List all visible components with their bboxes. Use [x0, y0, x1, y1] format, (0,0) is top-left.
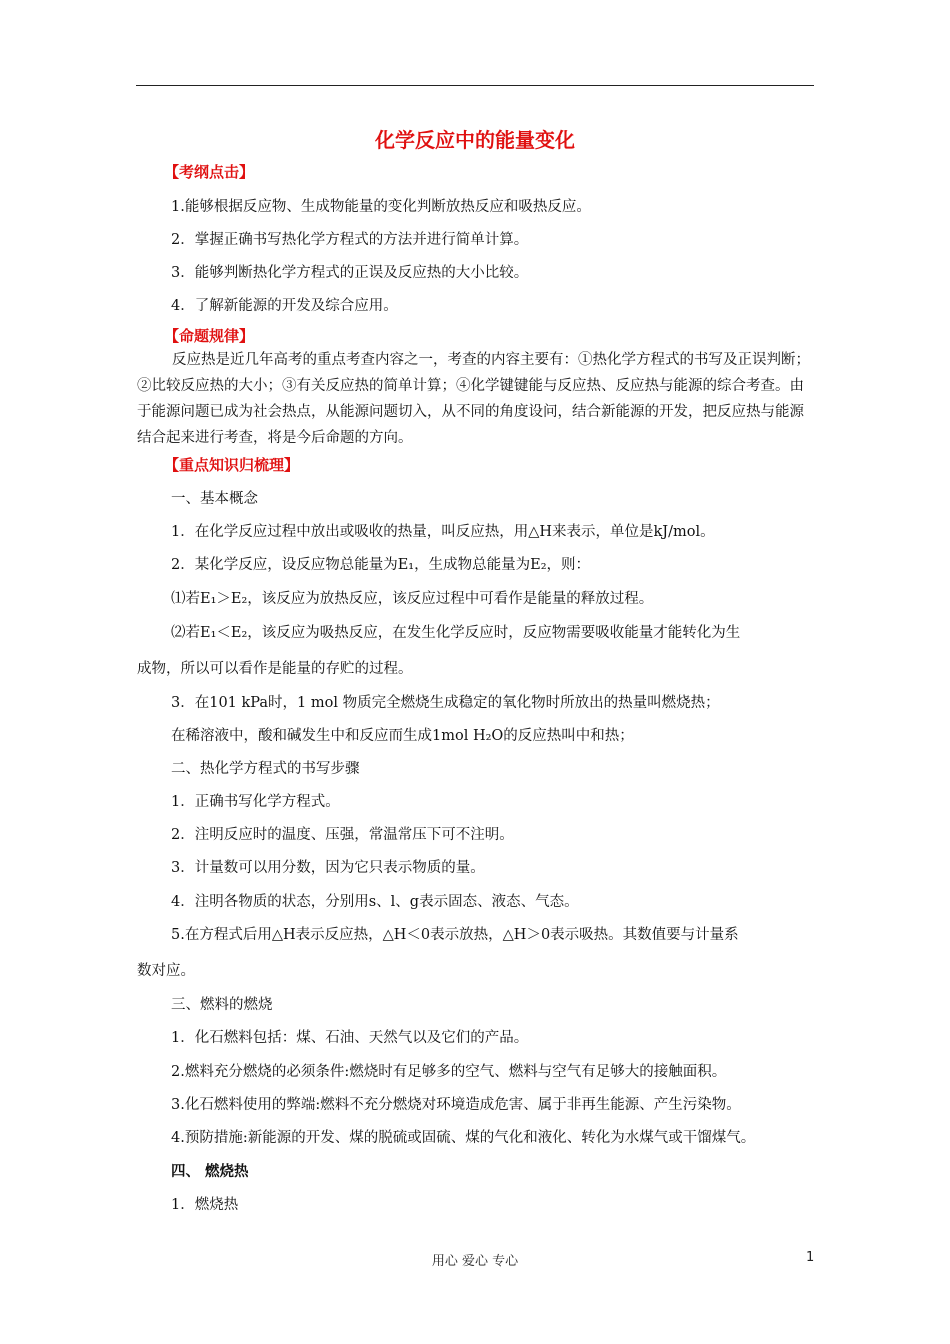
- step-4: 4．注明各物质的状态，分别用s、l、g表示固态、液态、气态。: [171, 894, 579, 910]
- concept-2-2a: ⑵若E₁＜E₂，该反应为吸热反应，在发生化学反应时，反应物需要吸收能量才能转化为生: [171, 625, 741, 641]
- section-title-3: 三、燃料的燃烧: [171, 997, 273, 1013]
- step-5b: 数对应。: [137, 963, 195, 979]
- section-title-1: 一、基本概念: [171, 491, 258, 507]
- concept-3: 3．在101 kPa时，1 mol 物质完全燃烧生成稳定的氧化物时所放出的热量叫燃烧热；: [171, 695, 720, 711]
- fuel-3: 3.化石燃料使用的弊端:燃料不充分燃烧对环境造成危害、属于非再生能源、产生污染物。: [171, 1097, 741, 1113]
- header-rule: [136, 85, 814, 86]
- concept-2-2b: 成物，所以可以看作是能量的存贮的过程。: [137, 661, 413, 677]
- kaogang-item-3: 3．能够判断热化学方程式的正误及反应热的大小比较。: [171, 265, 529, 281]
- step-5a: 5.在方程式后用△H表示反应热，△H＜0表示放热，△H＞0表示吸热。其数值要与计量系: [171, 927, 739, 943]
- combustion-heat-1: 1．燃烧热: [171, 1197, 239, 1213]
- step-1: 1．正确书写化学方程式。: [171, 794, 340, 810]
- kaogang-item-2: 2．掌握正确书写热化学方程式的方法并进行简单计算。: [171, 232, 529, 248]
- page-number: 1: [806, 1250, 815, 1265]
- concept-2-1: ⑴若E₁＞E₂，该反应为放热反应，该反应过程中可看作是能量的释放过程。: [171, 591, 654, 607]
- heading-kaogang: 【考纲点击】: [164, 163, 255, 181]
- concept-3b: 在稀溶液中，酸和碱发生中和反应而生成1mol H₂O的反应热叫中和热；: [171, 728, 634, 744]
- mingti-paragraph-text: 反应热是近几年高考的重点考查内容之一，考查的内容主要有：①热化学方程式的书写及正误判断；②比较反应热的大小；③有关反应热的简单计算；④化学键键能与反应热、反应热与能源的综合考查。由于能源问题已成为社会热点，从能源问题切入，从不同的角度设问，结合新能源的开发，把反应热与能源结合起来进行考查，将是今后命题的方向。: [137, 352, 810, 446]
- fuel-4: 4.预防措施:新能源的开发、煤的脱硫或固硫、煤的气化和液化、转化为水煤气或干馏煤气。: [171, 1130, 756, 1146]
- mingti-paragraph: [137, 347, 817, 451]
- footer-slogan: 用心 爱心 专心: [431, 1254, 519, 1269]
- heading-mingti: 【命题规律】: [164, 327, 255, 345]
- kaogang-item-4: 4．了解新能源的开发及综合应用。: [171, 298, 398, 314]
- step-2: 2．注明反应时的温度、压强，常温常压下可不注明。: [171, 827, 514, 843]
- section-title-2: 二、热化学方程式的书写步骤: [171, 761, 360, 777]
- kaogang-item-1: 1.能够根据反应物、生成物能量的变化判断放热反应和吸热反应。: [171, 199, 591, 215]
- fuel-1: 1．化石燃料包括：煤、石油、天然气以及它们的产品。: [171, 1030, 529, 1046]
- concept-2: 2．某化学反应，设反应物总能量为E₁，生成物总能量为E₂，则：: [171, 557, 591, 573]
- heading-zhongdian: 【重点知识归梳理】: [164, 456, 300, 474]
- document-title: 化学反应中的能量变化: [375, 128, 575, 152]
- section-title-4: 四、 燃烧热: [171, 1164, 249, 1180]
- fuel-2: 2.燃料充分燃烧的必须条件:燃烧时有足够多的空气、燃料与空气有足够大的接触面积。: [171, 1064, 727, 1080]
- step-3: 3．计量数可以用分数，因为它只表示物质的量。: [171, 860, 485, 876]
- concept-1: 1．在化学反应过程中放出或吸收的热量，叫反应热，用△H来表示，单位是kJ/mol。: [171, 524, 715, 540]
